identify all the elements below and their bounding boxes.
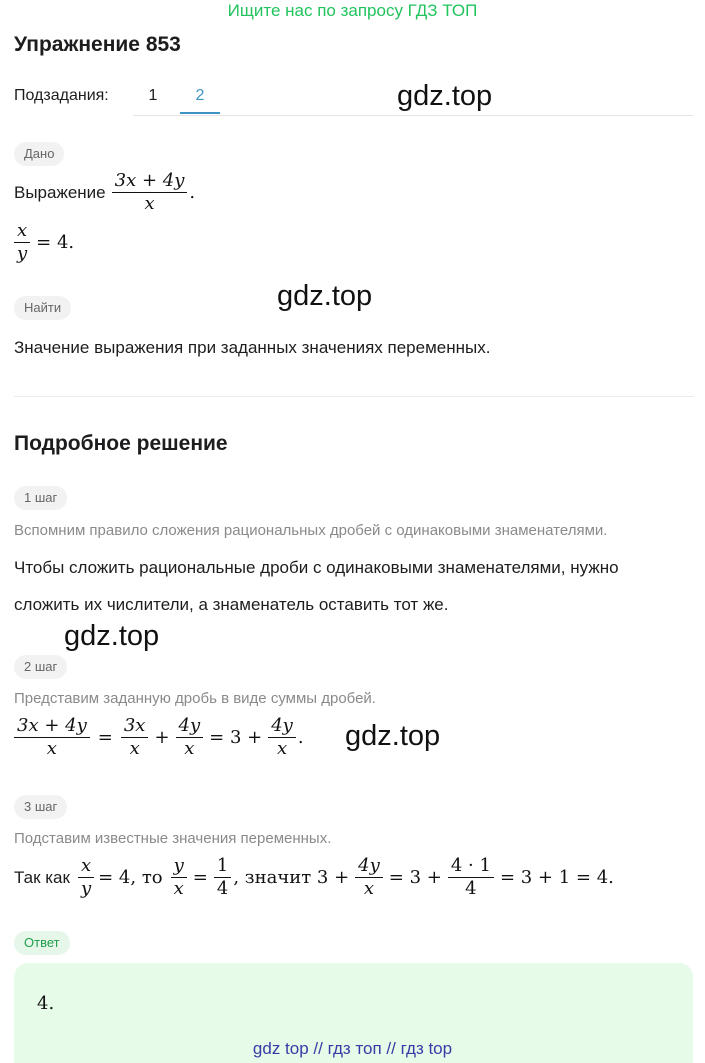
fraction: [214, 855, 231, 900]
step3-text-hence: , значит 3 +: [233, 867, 350, 888]
answer-badge: Ответ: [14, 931, 70, 955]
fraction: [268, 715, 296, 760]
step2-badge: 2 шаг: [14, 655, 67, 679]
fraction-numerator: 4y: [176, 715, 204, 738]
fraction: [355, 855, 383, 900]
fraction: [14, 715, 90, 760]
tabs-divider: [133, 115, 693, 116]
fraction: [448, 855, 494, 900]
step3-text-since: Так как: [14, 867, 70, 887]
step1-line1: Чтобы сложить рациональные дроби с одинаковыми знаменателями, нужно: [14, 558, 619, 577]
fraction-denominator: y: [17, 243, 28, 264]
find-text: Значение выражения при заданных значениях переменных.: [14, 338, 491, 357]
fraction-numerator: 1: [214, 855, 231, 878]
equals-sign: =: [97, 727, 113, 748]
step3-text-then: = 4, то: [98, 867, 163, 888]
step2-hint: Представим заданную дробь в виде суммы дробей.: [14, 690, 376, 707]
fraction-denominator: x: [144, 193, 155, 214]
fraction-numerator: 4 · 1: [448, 855, 494, 878]
fraction-denominator: 4: [465, 878, 477, 899]
watermark: gdz.top: [397, 80, 493, 112]
top-banner: Ищите нас по запросу ГДЗ ТОП: [227, 1, 478, 20]
fraction-denominator: x: [184, 738, 195, 759]
active-tab-indicator: [180, 112, 220, 114]
answer-value: 4.: [37, 993, 55, 1014]
ratio-value: = 4.: [36, 232, 75, 253]
subtask-tab-2[interactable]: 2: [195, 87, 205, 104]
step3-hint: Подставим известные значения переменных.: [14, 830, 332, 847]
fraction-numerator: x: [14, 220, 30, 243]
fraction-numerator: x: [78, 855, 94, 878]
step1-line2: сложить их числители, а знаменатель оставить тот же.: [14, 595, 449, 614]
fraction-denominator: 4: [216, 878, 229, 899]
fraction-denominator: x: [363, 878, 375, 899]
fraction-denominator: x: [173, 878, 184, 899]
step2-formula: [12, 715, 304, 760]
fraction: [121, 715, 149, 760]
step3-badge: 3 шаг: [14, 795, 67, 819]
section-divider: [14, 396, 694, 397]
step1-hint: Вспомним правило сложения рациональных дробей с одинаковыми знаменателями.: [14, 522, 608, 539]
given-ratio: [12, 220, 74, 265]
given-badge: Дано: [14, 142, 64, 166]
solution-title: Подробное решение: [14, 432, 228, 455]
fraction-numerator: 3x + 4y: [112, 170, 188, 193]
given-expression: Выражение $\frac{3x + 4y}{x}$ .: [14, 170, 196, 214]
fraction-denominator: x: [276, 738, 288, 759]
fraction-numerator: y: [171, 855, 187, 878]
equals-three-plus: = 3 +: [388, 867, 442, 888]
fraction: [78, 855, 94, 900]
fraction: [176, 715, 204, 760]
watermark: gdz.top: [64, 620, 160, 652]
page-title: Упражнение 853: [14, 33, 181, 56]
period: .: [297, 727, 304, 748]
fraction: [171, 855, 187, 900]
expression-prefix: Выражение: [14, 182, 106, 202]
footer-links[interactable]: gdz top // гдз топ // гдз top: [252, 1039, 453, 1058]
fraction-numerator: 3x + 4y: [14, 715, 90, 738]
subtask-tab-1[interactable]: 1: [148, 87, 158, 104]
equals-three-plus: = 3 +: [209, 727, 263, 748]
step1-badge: 1 шаг: [14, 486, 67, 510]
watermark: gdz.top: [277, 280, 373, 312]
find-badge: Найти: [14, 296, 71, 320]
expression-fraction: [112, 170, 188, 215]
watermark: gdz.top: [345, 720, 441, 752]
plus-sign: +: [154, 727, 170, 748]
fraction-denominator: x: [129, 738, 140, 759]
fraction-numerator: 4y: [268, 715, 296, 738]
fraction-denominator: x: [46, 738, 57, 759]
equals-sign: =: [192, 867, 208, 888]
subtasks-label: Подзадания:: [14, 87, 109, 104]
step3-result: = 3 + 1 = 4.: [499, 867, 614, 888]
ratio-fraction: [14, 220, 30, 265]
fraction-numerator: 4y: [355, 855, 383, 878]
fraction-denominator: y: [80, 878, 92, 899]
step3-formula: [14, 855, 614, 900]
fraction-numerator: 3x: [121, 715, 149, 738]
